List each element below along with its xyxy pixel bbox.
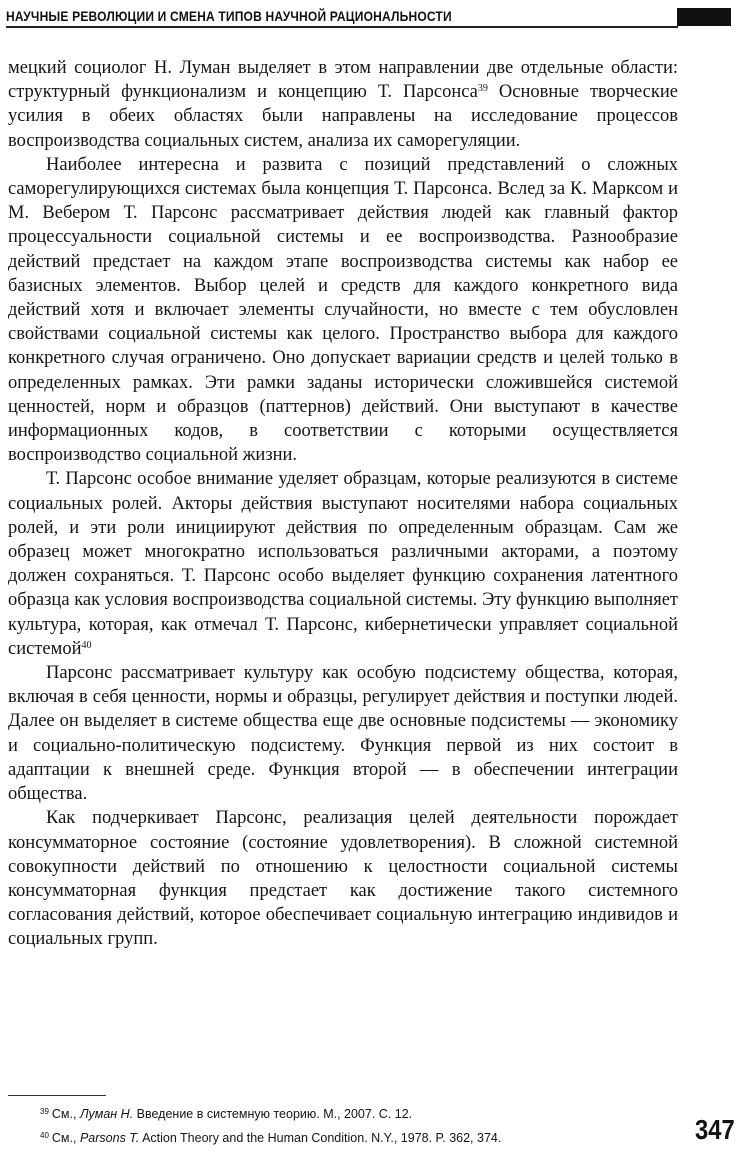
footnote-text: Введение в системную теорию. М., 2007. С. 12.	[136, 1107, 413, 1121]
footnote-prefix: См.,	[51, 1131, 77, 1145]
footnote-reference: 39	[477, 83, 488, 95]
paragraph-text: Т. Парсонс особое внимание уделяет образцам, которые реализуются в системе социальных ролей. Акторы действия выступают носителями набора социальных ролей, и эти роли инициируют действия по определенным образцам. Сам же образец может многократно использоваться различными акторами, а поэтому должен сохраняться. Т. Парсонс особо выделяет функцию сохранения латентного образца как условия воспроизводства социальной системы. Эту функцию выполняет культура, которая, как отмечал Т. Парсонс, кибернетически управляет социальной системой	[8, 469, 678, 659]
paragraph	[8, 661, 678, 806]
header-rule	[6, 26, 678, 28]
paragraph	[8, 467, 678, 661]
footnote-author: Луман Н.	[79, 1107, 134, 1121]
paragraph	[8, 153, 678, 468]
footnotes	[40, 1101, 680, 1149]
footnote-mark: 39	[40, 1107, 49, 1116]
page-number: 347	[695, 1114, 735, 1145]
footnote	[40, 1101, 680, 1125]
paragraph-text: Наиболее интересна и развита с позиций представлений о сложных саморегулирующихся системах была концепция Т. Парсонса. Вслед за К. Марксом и М. Вебером Т. Парсонс рассматривает действия людей как главный фактор процессуальности социальной системы и ее воспроизводства. Разнообразие действий предстает на каждом этапе воспроизводства системы как набор ее базисных элементов. Выбор целей и средств для каждого конкретного вида действий хотя и включает элементы случайности, но вместе с тем обусловлен свойствами социальной системы как целого. Пространство выбора для каждого конкретного случая ограничено. Оно допускает вариации средств и целей только в определенных рамках. Эти рамки заданы исторически сложившейся системой ценностей, норм и образцов (паттернов) действий. Они выступают в качестве информационных кодов, в соответствии с которыми осуществляется воспроизводство социальной жизни.	[8, 154, 678, 466]
paragraph	[8, 56, 678, 153]
footnote-mark: 40	[40, 1131, 49, 1140]
footnote-author: Parsons T.	[79, 1131, 140, 1145]
main-text	[8, 56, 678, 952]
paragraph-text: Как подчеркивает Парсонс, реализация целей деятельности порождает консумматорное состояние (состояние удовлетворения). В сложной системной совокупности действий по отношению к целостности социальной системы консумматорная функция предстает как достижение такого системного согласования действий, которое обеспечивает социальную интеграцию индивидов и социальных групп.	[8, 808, 678, 950]
footnote-text: Action Theory and the Human Condition. N.Y., 1978. P. 362, 374.	[142, 1131, 502, 1145]
running-header-title: НАУЧНЫЕ РЕВОЛЮЦИИ И СМЕНА ТИПОВ НАУЧНОЙ РАЦИОНАЛЬНОСТИ	[6, 8, 452, 24]
paragraph-text: Парсонс рассматривает культуру как особую подсистему общества, которая, включая в себя ценности, нормы и образцы, регулирует действия и поступки людей. Далее он выделяет в системе общества еще две основные подсистемы — экономику и социально-политическую подсистему. Функция первой из них состоит в адаптации к внешней среде. Функция второй — в обеспечении интеграции общества.	[8, 663, 678, 805]
paragraph	[8, 806, 678, 951]
paragraph-text: Основные творческие усилия в обеих областях были направлены на исследование процессов воспроизводства социальных систем, анализа их саморегуляции.	[8, 82, 678, 151]
footnote	[40, 1125, 680, 1149]
footnote-reference: 40	[81, 639, 92, 651]
header-black-block	[677, 8, 731, 26]
footnote-prefix: См.,	[51, 1107, 77, 1121]
running-header	[6, 6, 733, 26]
paragraph-text: мецкий социолог Н. Луман выделяет в этом направлении две отдельные области: структурный функционализм и концепцию Т. Парсонса	[8, 58, 678, 103]
footnote-divider	[8, 1095, 106, 1096]
